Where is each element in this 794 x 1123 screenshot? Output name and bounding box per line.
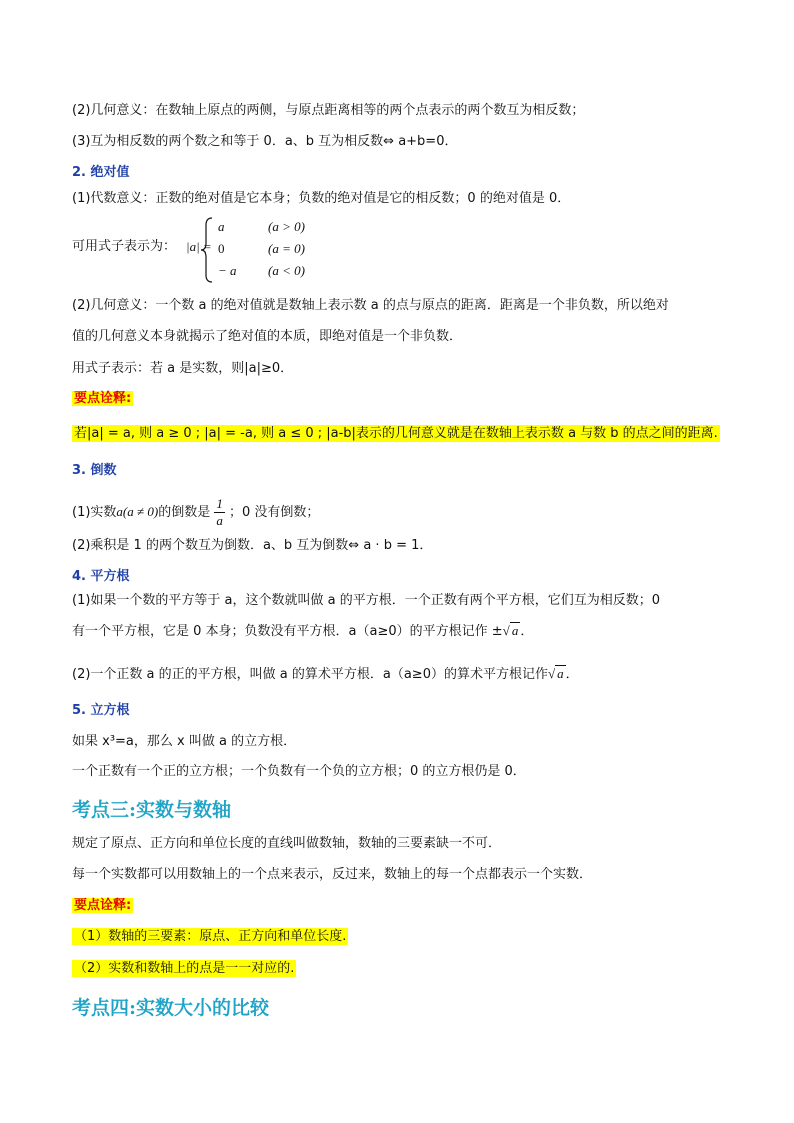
square-root-def-2: 有一个平方根，它是 0 本身；负数没有平方根．a（a≥0）的平方根记作 ±√ a ． [72,623,534,639]
opposite-geometric-meaning: (2)几何意义：在数轴上原点的两侧，与原点距离相等的两个点表示的两个数互为相反数； [72,103,585,118]
number-line-point-2: （2）实数和数轴上的点是一一对应的. [74,961,295,976]
left-brace [200,217,216,283]
key-note-label-2: 要点诠释: [74,898,132,913]
number-line-def: 规定了原点、正方向和单位长度的直线叫做数轴，数轴的三要素缺一不可． [72,836,502,851]
absolute-value-lhs: |a| = [186,239,212,254]
case-zero: 0 (a = 0) [218,241,305,256]
cube-root-def: 如果 x³=a，那么 x 叫做 a 的立方根． [72,734,297,749]
key-note-label-1: 要点诠释: [74,391,132,406]
absolute-value-geometric-1: (2)几何意义：一个数 a 的绝对值就是数轴上表示数 a 的点与原点的距离．距离是一个非负数，所以绝对 [72,298,669,313]
section-heading-3: 考点三:实数与数轴 [72,799,232,821]
absolute-value-heading: 2. 绝对值 [72,165,130,180]
cube-root-property: 一个正数有一个正的立方根；一个负数有一个负的立方根；0 的立方根仍是 0． [72,764,526,779]
case-positive: a (a > 0) [218,219,305,234]
number-line-point-1: （1）数轴的三要素：原点、正方向和单位长度. [74,929,347,944]
case-negative: − a (a < 0) [218,263,305,278]
absolute-value-algebraic: (1)代数意义：正数的绝对值是它本身；负数的绝对值是它的相反数；0 的绝对值是 0． [72,191,571,206]
absolute-value-formula: 用式子表示：若 a 是实数，则|a|≥0． [72,361,294,376]
absolute-value-geometric-2: 值的几何意义本身就揭示了绝对值的本质，即绝对值是一个非负数． [72,329,463,344]
reciprocal-heading: 3. 倒数 [72,463,117,478]
number-line-correspondence: 每一个实数都可以用数轴上的一个点来表示，反过来，数轴上的每一个点都表示一个实数． [72,867,593,882]
reciprocal-def: (1)实数a(a ≠ 0)的倒数是 $\frac{1}{a}$ ；0 没有倒数； [72,496,320,528]
sqrt-symbol-2: √ a [547,666,564,681]
opposite-sum-property: (3)互为相反数的两个数之和等于 0．a、b 互为相反数⇔ a+b=0． [72,134,458,149]
key-note-text-1: 若|a| = a, 则 a ≥ 0 ; |a| = -a, 则 a ≤ 0 ; |a-b|表示的几何意义就是在数轴上表示数 a 与数 b 的点之间的距离. [74,426,718,441]
square-root-def-1: (1)如果一个数的平方等于 a，这个数就叫做 a 的平方根．一个正数有两个平方根，它们互为相反数；0 [72,593,661,608]
reciprocal-product: (2)乘积是 1 的两个数互为倒数．a、b 互为倒数⇔ a · b = 1． [72,538,433,553]
absolute-value-expression-label: 可用式子表示为： [72,239,177,254]
sqrt-symbol: √ a [502,623,519,638]
square-root-heading: 4. 平方根 [72,569,130,584]
reciprocal-fraction: $\frac{1}{a}$ [216,496,223,528]
section-heading-4: 考点四:实数大小的比较 [72,997,270,1019]
cube-root-heading: 5. 立方根 [72,703,130,718]
absolute-value-cases [218,216,305,282]
arithmetic-square-root: (2)一个正数 a 的正的平方根，叫做 a 的算术平方根．a（a≥0）的算术平方根记作√ a ． [72,666,579,682]
